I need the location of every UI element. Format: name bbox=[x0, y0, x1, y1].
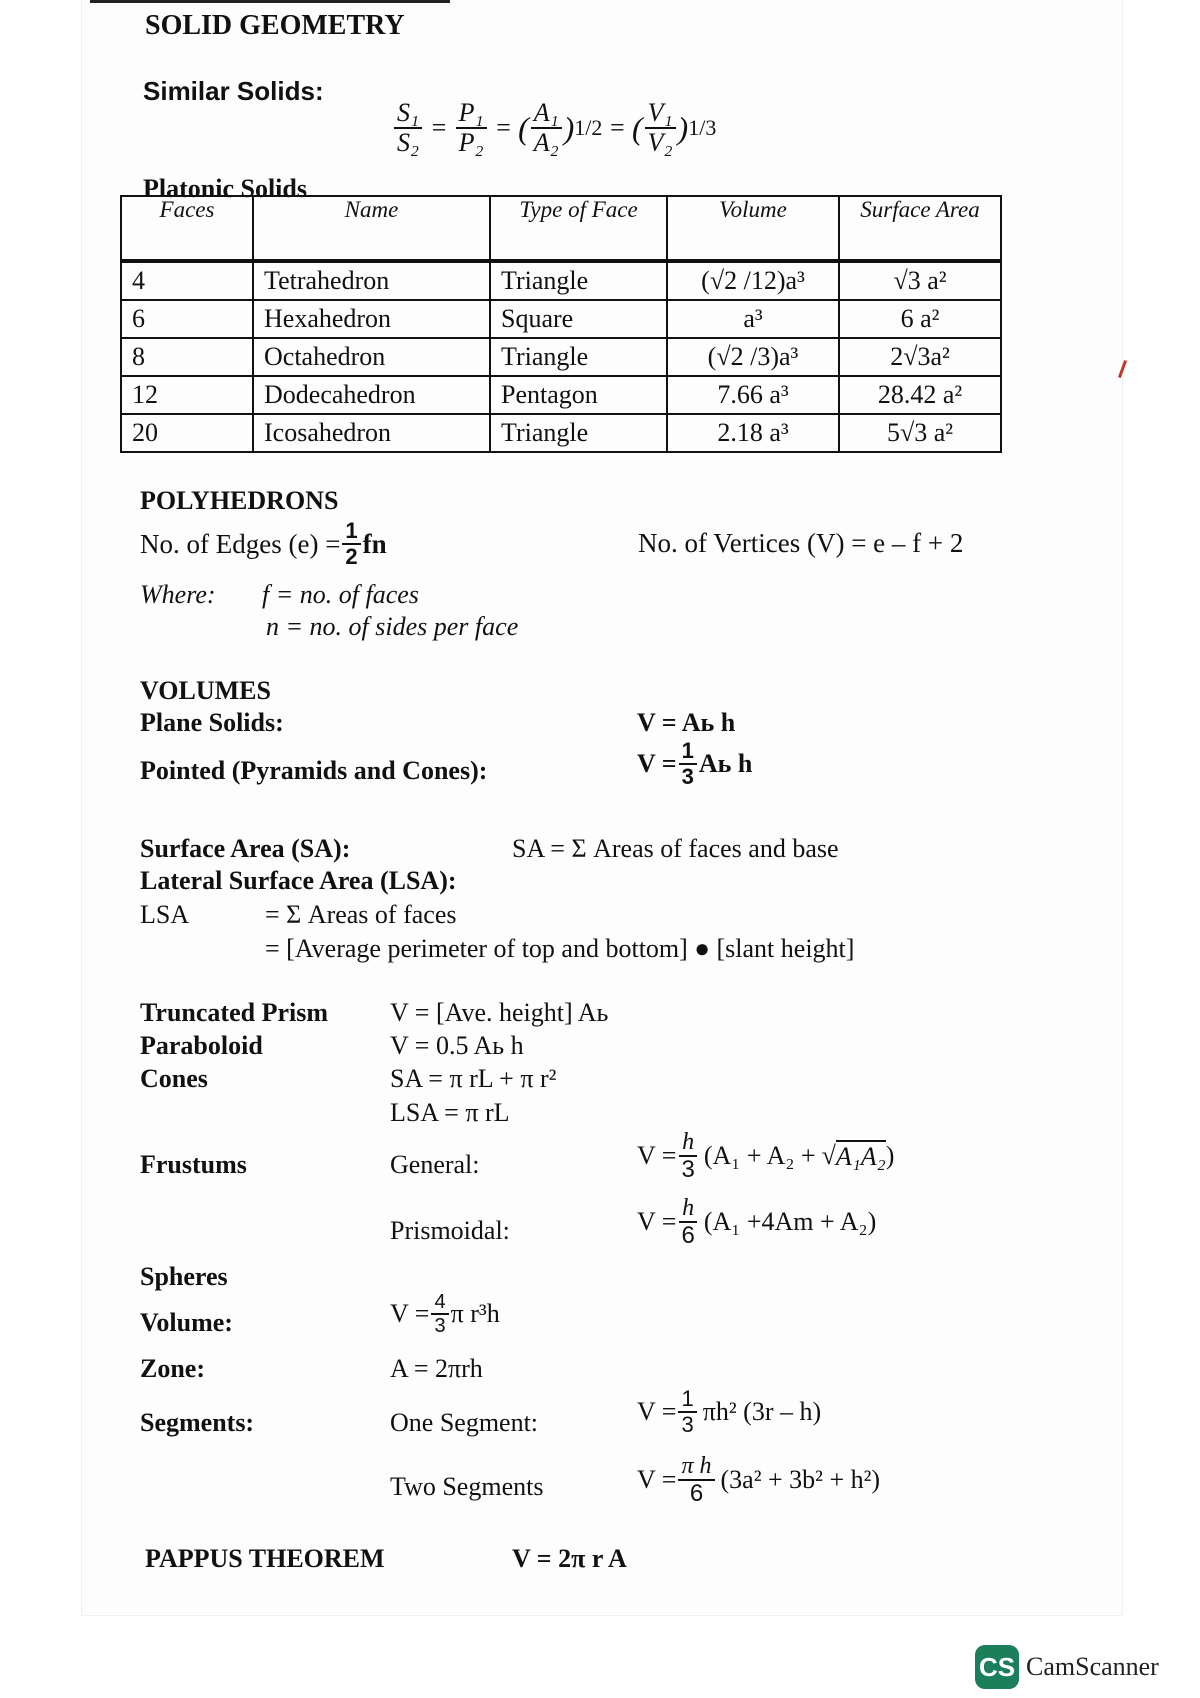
denominator: 6 bbox=[689, 1480, 704, 1507]
vertices-formula: No. of Vertices (V) = e – f + 2 bbox=[638, 528, 964, 558]
general-label: General: bbox=[390, 1150, 480, 1179]
camscanner-logo-icon: CS bbox=[975, 1645, 1019, 1689]
prismoidal-formula bbox=[637, 1196, 876, 1248]
denominator: 3 bbox=[681, 1156, 695, 1183]
sqrt-term: A₁A₂ bbox=[835, 1142, 886, 1171]
header-type-of-face: Type of Face bbox=[490, 196, 667, 261]
frustums-label: Frustums bbox=[140, 1150, 247, 1179]
cones-lsa-formula: LSA = π rL bbox=[390, 1098, 510, 1127]
platonic-solids-label: Platonic Solids bbox=[143, 174, 307, 203]
general-fraction bbox=[678, 1130, 697, 1182]
sphere-volume-fraction bbox=[431, 1292, 448, 1336]
top-rule bbox=[90, 0, 450, 3]
general-formula: V = $\frac{h}{3}$ (A₁ + A₂ + √ A₁A₂ ) bbox=[637, 1129, 895, 1183]
numerator: π h bbox=[678, 1454, 714, 1481]
prismoidal-label: Prismoidal: bbox=[390, 1216, 510, 1245]
cell-face: Pentagon bbox=[490, 376, 667, 414]
header-surface-area: Surface Area bbox=[839, 196, 1001, 261]
formula-lhs: V = bbox=[390, 1299, 430, 1328]
cell-faces: 20 bbox=[121, 414, 253, 452]
page-title: SOLID GEOMETRY bbox=[145, 10, 405, 41]
two-segments-formula bbox=[637, 1454, 880, 1506]
table-row bbox=[121, 338, 1001, 376]
platonic-table bbox=[120, 195, 1002, 453]
fraction-p bbox=[456, 100, 487, 156]
table-row bbox=[121, 261, 1001, 300]
edges-formula bbox=[140, 520, 387, 568]
formula-tail: (A₁ + A₂ + bbox=[703, 1141, 816, 1170]
table-row bbox=[121, 300, 1001, 338]
denominator: P₂ bbox=[458, 128, 484, 157]
fraction-s bbox=[394, 100, 422, 156]
two-segments-fraction bbox=[678, 1454, 714, 1506]
formula-lhs: V = bbox=[637, 1397, 677, 1426]
cell-volume: a³ bbox=[667, 300, 839, 338]
formula-close: ) bbox=[885, 1141, 895, 1170]
cell-faces: 4 bbox=[121, 261, 253, 300]
fraction-v bbox=[645, 100, 676, 156]
formula-tail: (A₁ +4Am + A₂) bbox=[703, 1207, 877, 1236]
camscanner-text: CamScanner bbox=[1026, 1652, 1159, 1681]
exponent: 1/2 bbox=[574, 115, 603, 140]
similar-solids-label: Similar Solids: bbox=[143, 76, 324, 106]
header-faces: Faces bbox=[121, 196, 253, 261]
zone-label: Zone: bbox=[140, 1354, 205, 1383]
plane-solids-label: Plane Solids: bbox=[140, 708, 284, 737]
numerator: 1 bbox=[678, 1388, 696, 1413]
plane-solids-formula: V = Aь h bbox=[637, 708, 736, 737]
exponent: 1/3 bbox=[688, 115, 717, 140]
truncated-prism-formula: V = [Ave. height] Aь bbox=[390, 998, 609, 1027]
denominator: 2 bbox=[345, 544, 358, 569]
table-header-row bbox=[121, 196, 1001, 261]
cell-name: Icosahedron bbox=[253, 414, 490, 452]
denominator: 3 bbox=[681, 764, 694, 789]
one-segment-formula bbox=[637, 1388, 821, 1436]
pappus-label: PAPPUS THEOREM bbox=[145, 1544, 385, 1573]
spheres-label: Spheres bbox=[140, 1262, 228, 1291]
denominator: 3 bbox=[434, 1315, 446, 1337]
cell-volume: 2.18 a³ bbox=[667, 414, 839, 452]
formula-tail: Aь h bbox=[698, 749, 753, 778]
cell-face: Triangle bbox=[490, 414, 667, 452]
volume-label: Volume: bbox=[140, 1308, 233, 1337]
cell-face: Square bbox=[490, 300, 667, 338]
denominator: S₂ bbox=[397, 128, 420, 157]
cell-face: Triangle bbox=[490, 261, 667, 300]
numerator: P₁ bbox=[456, 100, 487, 129]
pointed-formula bbox=[637, 740, 752, 788]
cell-area: 2√3a² bbox=[839, 338, 1001, 376]
sa-formula: SA = Σ Areas of faces and base bbox=[512, 834, 839, 863]
fraction-a bbox=[531, 100, 562, 156]
cones-sa-formula: SA = π rL + π r² bbox=[390, 1064, 557, 1093]
denominator: 6 bbox=[681, 1222, 695, 1249]
formula-tail: (3a² + 3b² + h²) bbox=[720, 1465, 881, 1494]
cell-volume: (√2 /3)a³ bbox=[667, 338, 839, 376]
pointed-fraction bbox=[679, 740, 697, 788]
cell-name: Dodecahedron bbox=[253, 376, 490, 414]
edges-fraction bbox=[342, 520, 360, 568]
numerator: V₁ bbox=[645, 100, 676, 129]
formula-lhs: V = bbox=[637, 749, 677, 778]
numerator: 1 bbox=[679, 740, 697, 765]
where-label: Where: bbox=[140, 580, 216, 609]
cell-volume: 7.66 a³ bbox=[667, 376, 839, 414]
edges-tail: fn bbox=[362, 528, 387, 559]
sphere-volume-formula bbox=[390, 1292, 500, 1336]
edges-label: No. of Edges (e) = bbox=[140, 528, 341, 559]
cell-area: 28.42 a² bbox=[839, 376, 1001, 414]
one-segment-label: One Segment: bbox=[390, 1408, 539, 1437]
numerator: A₁ bbox=[531, 100, 562, 129]
denominator: A₂ bbox=[533, 128, 559, 157]
truncated-prism-label: Truncated Prism bbox=[140, 998, 328, 1027]
two-segments-label: Two Segments bbox=[390, 1472, 544, 1501]
numerator: S₁ bbox=[394, 100, 422, 129]
header-volume: Volume bbox=[667, 196, 839, 261]
formula-tail: πh² (3r – h) bbox=[702, 1397, 822, 1426]
cell-volume: (√2 /12)a³ bbox=[667, 261, 839, 300]
cell-area: 6 a² bbox=[839, 300, 1001, 338]
paraboloid-label: Paraboloid bbox=[140, 1031, 263, 1060]
denominator: 3 bbox=[681, 1412, 694, 1437]
f-definition: f = no. of faces bbox=[262, 580, 419, 609]
formula-lhs: V = bbox=[637, 1207, 677, 1236]
numerator: h bbox=[679, 1130, 697, 1157]
prismoidal-fraction bbox=[678, 1196, 697, 1248]
formula-tail: π r³h bbox=[450, 1299, 500, 1328]
one-segment-fraction bbox=[678, 1388, 696, 1436]
lsa-label: Lateral Surface Area (LSA): bbox=[140, 866, 457, 895]
polyhedrons-heading: POLYHEDRONS bbox=[140, 486, 339, 515]
cell-faces: 12 bbox=[121, 376, 253, 414]
n-definition: n = no. of sides per face bbox=[266, 612, 519, 641]
numerator: h bbox=[679, 1196, 697, 1223]
lsa-symbol: LSA bbox=[140, 900, 190, 929]
cell-area: 5√3 a² bbox=[839, 414, 1001, 452]
formula-lhs: V = bbox=[637, 1465, 677, 1494]
denominator: V₂ bbox=[647, 128, 673, 157]
zone-formula: A = 2πrh bbox=[390, 1354, 483, 1383]
lsa-line-2: = [Average perimeter of top and bottom] ● [slant height] bbox=[265, 934, 855, 963]
numerator: 1 bbox=[342, 520, 360, 545]
cell-faces: 6 bbox=[121, 300, 253, 338]
cones-label: Cones bbox=[140, 1064, 208, 1093]
table-row bbox=[121, 414, 1001, 452]
formula-lhs: V = bbox=[637, 1141, 677, 1170]
numerator: 4 bbox=[431, 1292, 448, 1315]
paraboloid-formula: V = 0.5 Aь h bbox=[390, 1031, 524, 1060]
cell-area: √3 a² bbox=[839, 261, 1001, 300]
header-name: Name bbox=[253, 196, 490, 261]
cell-name: Octahedron bbox=[253, 338, 490, 376]
volumes-heading: VOLUMES bbox=[140, 676, 271, 705]
cell-name: Hexahedron bbox=[253, 300, 490, 338]
cell-faces: 8 bbox=[121, 338, 253, 376]
segments-label: Segments: bbox=[140, 1408, 255, 1437]
cell-face: Triangle bbox=[490, 338, 667, 376]
cell-name: Tetrahedron bbox=[253, 261, 490, 300]
sa-label: Surface Area (SA): bbox=[140, 834, 351, 863]
table-row bbox=[121, 376, 1001, 414]
pappus-formula: V = 2π r A bbox=[512, 1544, 627, 1573]
pointed-label: Pointed (Pyramids and Cones): bbox=[140, 756, 488, 785]
similar-solids-formula: $\frac{\text{S₁}}{\text{S₂}}$ = $\frac{\text{P₁}}{\text{P₂}}$ = ( $\frac{\text{A₁}}{\text{A₂}}$ ) 1/2 = ( $\frac{\text{V₁}}{\text{V₂}}$ ) 1/3 bbox=[392, 100, 716, 156]
lsa-line-1: = Σ Areas of faces bbox=[265, 900, 457, 929]
